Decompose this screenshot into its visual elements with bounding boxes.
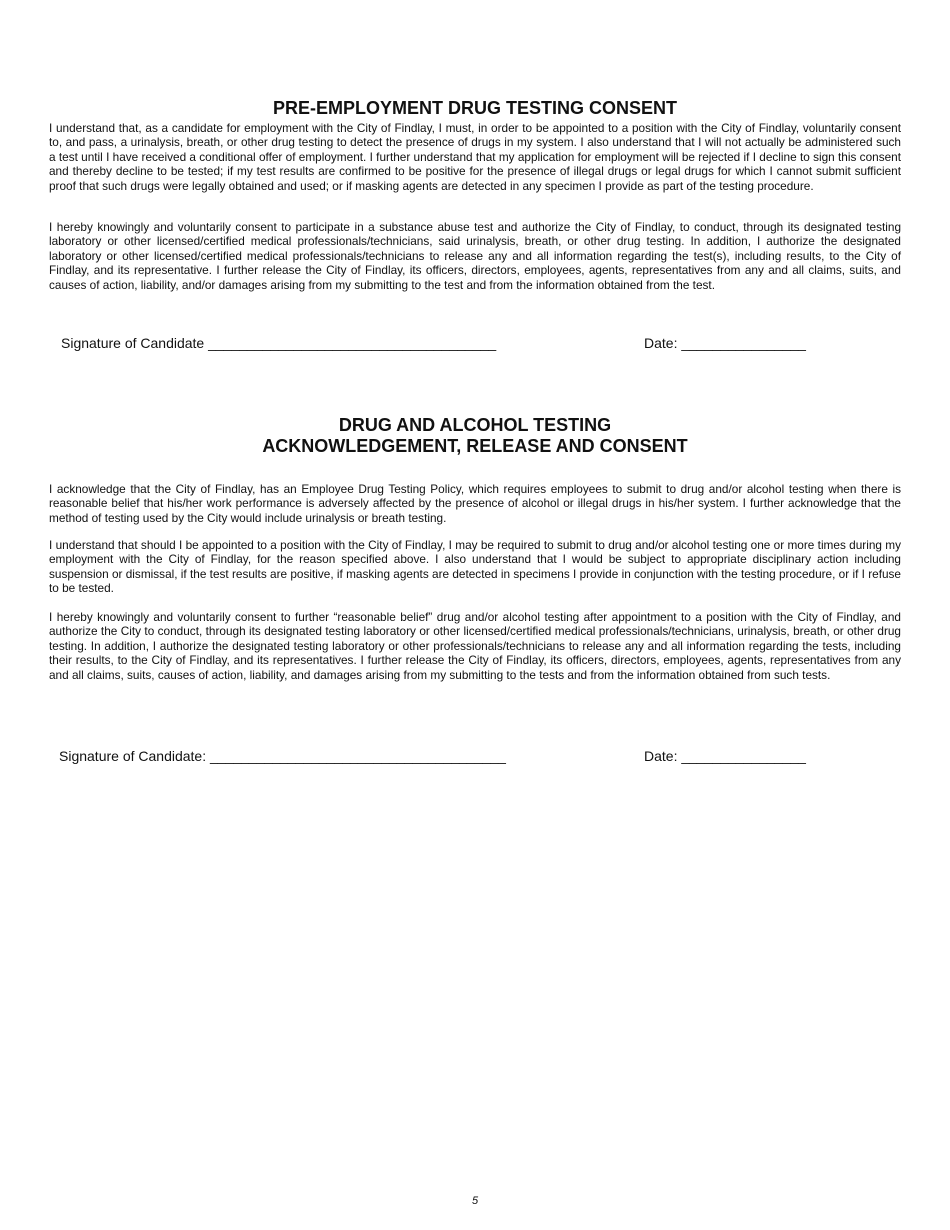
acknowledgement-release-consent-title: ACKNOWLEDGEMENT, RELEASE AND CONSENT — [262, 436, 688, 456]
date-line-2[interactable]: Date: ________________ — [644, 748, 806, 764]
candidate-signature-line-2[interactable]: Signature of Candidate: ______________________________________ — [59, 748, 506, 764]
consent-paragraph-2: I hereby knowingly and voluntarily consent to participate in a substance abuse test and authorize the City of Findlay, to conduct, through its designated testing laboratory or other licensed/certified medical professionals/technicians, said urinalysis, breath, or other drug testing. In addition, I authorize the designated laboratory or other licensed/certified medical professionals/technicians to release any and all information regarding the test(s), including results, to the City of Findlay, and its representative. I further release the City of Findlay, its officers, directors, employees, agents, representatives from any and all claims, suits, and causes of action, liability, and/or damages arising from my submitting to the test and from the information obtained from the test. — [49, 220, 901, 292]
consent-paragraph-1: I understand that, as a candidate for employment with the City of Findlay, I must, in order to be appointed to a position with the City of Findlay, voluntarily consent to, and pass, a urinalysis, breath, or other drug testing to detect the presence of drugs in my system. I also understand that I will not actually be administered such a test until I have received a conditional offer of employment. I further understand that my application for employment will be rejected if I decline to sign this consent and thereby decline to be tested; if my test results are confirmed to be positive for the presence of illegal drugs or legal drugs for which I cannot submit sufficient proof that such drugs were legally obtained and used; or if masking agents are detected in any specimen I provide as part of the testing procedure. — [49, 121, 901, 193]
drug-alcohol-testing-title: DRUG AND ALCOHOL TESTING — [338, 415, 612, 435]
page-number: 5 — [471, 1195, 479, 1207]
pre-employment-consent-title: PRE-EMPLOYMENT DRUG TESTING CONSENT — [272, 98, 677, 118]
acknowledgement-paragraph-2: I understand that should I be appointed to a position with the City of Findlay, I may be required to submit to drug and/or alcohol testing one or more times during my employment with the City of Findlay, for the reason specified above. I also understand that I would be subject to appropriate disciplinary action including suspension or dismissal, if the test results are positive, if masking agents are detected in specimens I provide in conjunction with the testing procedure, or if I refuse to be tested. — [49, 538, 901, 596]
candidate-signature-line-1[interactable]: Signature of Candidate _____________________________________ — [61, 335, 497, 351]
acknowledgement-paragraph-1: I acknowledge that the City of Findlay, has an Employee Drug Testing Policy, which requires employees to submit to drug and/or alcohol testing when there is reasonable belief that his/her work performance is adversely affected by the presence of alcohol or illegal drugs in his/her system. I further acknowledge that the method of testing used by the City would include urinalysis or breath testing. — [49, 482, 901, 525]
date-line-1[interactable]: Date: ________________ — [644, 335, 806, 351]
acknowledgement-paragraph-3: I hereby knowingly and voluntarily consent to further “reasonable belief” drug and/or alcohol testing after appointment to a position with the City of Findlay, and authorize the City to conduct, through its designated testing laboratory or other licensed/certified medical professionals/technicians, urinalysis, breath, or other drug testing. In addition, I authorize the designated testing laboratory or other professionals/technicians to release any and all information regarding the tests, including their results, to the City of Findlay, and its representatives. I further release the City of Findlay, its officers, directors, employees, agents, representatives from any and all claims, suits, causes of action, liability, and damages arising from my submitting to the tests and from the information obtained from such tests. — [49, 610, 901, 682]
